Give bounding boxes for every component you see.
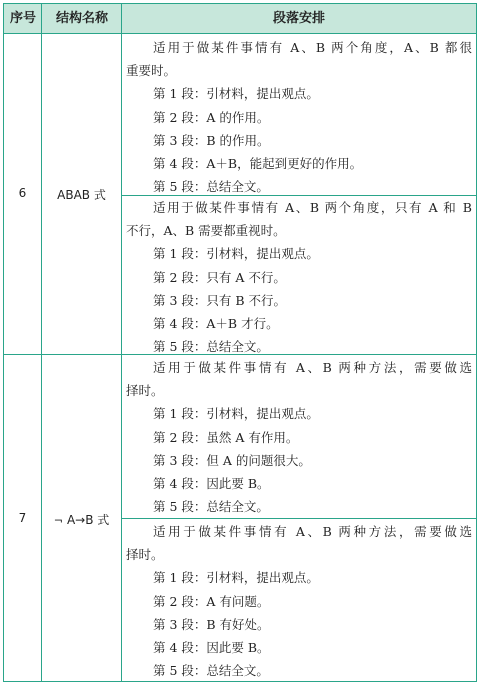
structure-name-text: A→B 式: [66, 513, 110, 527]
step-line: 第 4 段：A＋B 才行。: [153, 315, 279, 331]
arrangement-block: [126, 196, 472, 358]
step-line: 第 1 段：引材料，提出观点。: [153, 570, 319, 586]
step-line: 第 3 段：B 的作用。: [153, 132, 270, 148]
intro-line: 重要时。: [126, 63, 177, 79]
arrangement-block: [126, 36, 472, 198]
table-header: [4, 4, 476, 34]
step-line: 第 1 段：引材料，提出观点。: [153, 86, 319, 102]
row-structure-name: ABAB 式: [57, 188, 106, 202]
step-line: 第 4 段：因此要 B。: [153, 639, 270, 655]
step-line: 第 4 段：因此要 B。: [153, 475, 270, 491]
intro-line: 适用于做某件事情有 A、B 两种方法，需要做选: [153, 524, 472, 539]
step-line: 第 2 段：A 有问题。: [153, 593, 270, 609]
step-line: 第 4 段：A＋B，能起到更好的作用。: [153, 155, 363, 171]
step-line: 第 5 段：总结全文。: [153, 663, 269, 679]
structure-table: [3, 3, 477, 682]
step-line: 第 2 段：虽然 A 有作用。: [153, 429, 299, 445]
intro-line: 择时。: [126, 383, 164, 399]
intro-line: 适用于做某件事情有 A、B 两个角度，只有 A 和 B: [153, 200, 472, 215]
step-line: 第 5 段：总结全文。: [153, 179, 269, 195]
column-divider: [41, 4, 42, 681]
step-line: 第 1 段：引材料，提出观点。: [153, 406, 319, 422]
negation-mark: ¬: [53, 514, 63, 527]
row-seq: 6: [18, 186, 27, 200]
header-arrangement: 段落安排: [272, 11, 325, 26]
header-seq: 序号: [9, 11, 36, 26]
step-line: 第 3 段：但 A 的问题很大。: [153, 452, 311, 468]
arrangement-block: [126, 520, 472, 682]
step-line: 第 2 段：A 的作用。: [153, 109, 270, 125]
intro-line: 不行，A、B 需要都重视时。: [126, 223, 286, 239]
step-line: 第 5 段：总结全文。: [153, 499, 269, 515]
intro-line: 适用于做某件事情有 A、B 两个角度，A、B 都很: [153, 40, 472, 55]
step-line: 第 2 段：只有 A 不行。: [153, 269, 286, 285]
row-seq: 7: [18, 511, 27, 525]
step-line: 第 1 段：引材料，提出观点。: [153, 246, 319, 262]
column-divider: [121, 4, 122, 681]
intro-line: 择时。: [126, 547, 164, 563]
step-line: 第 5 段：总结全文。: [153, 339, 269, 355]
intro-line: 适用于做某件事情有 A、B 两种方法，需要做选: [153, 360, 472, 375]
header-name: 结构名称: [55, 11, 108, 26]
step-line: 第 3 段：只有 B 不行。: [153, 292, 287, 308]
arrangement-block: [126, 356, 472, 518]
step-line: 第 3 段：B 有好处。: [153, 616, 270, 632]
row-structure-name: [42, 511, 121, 528]
